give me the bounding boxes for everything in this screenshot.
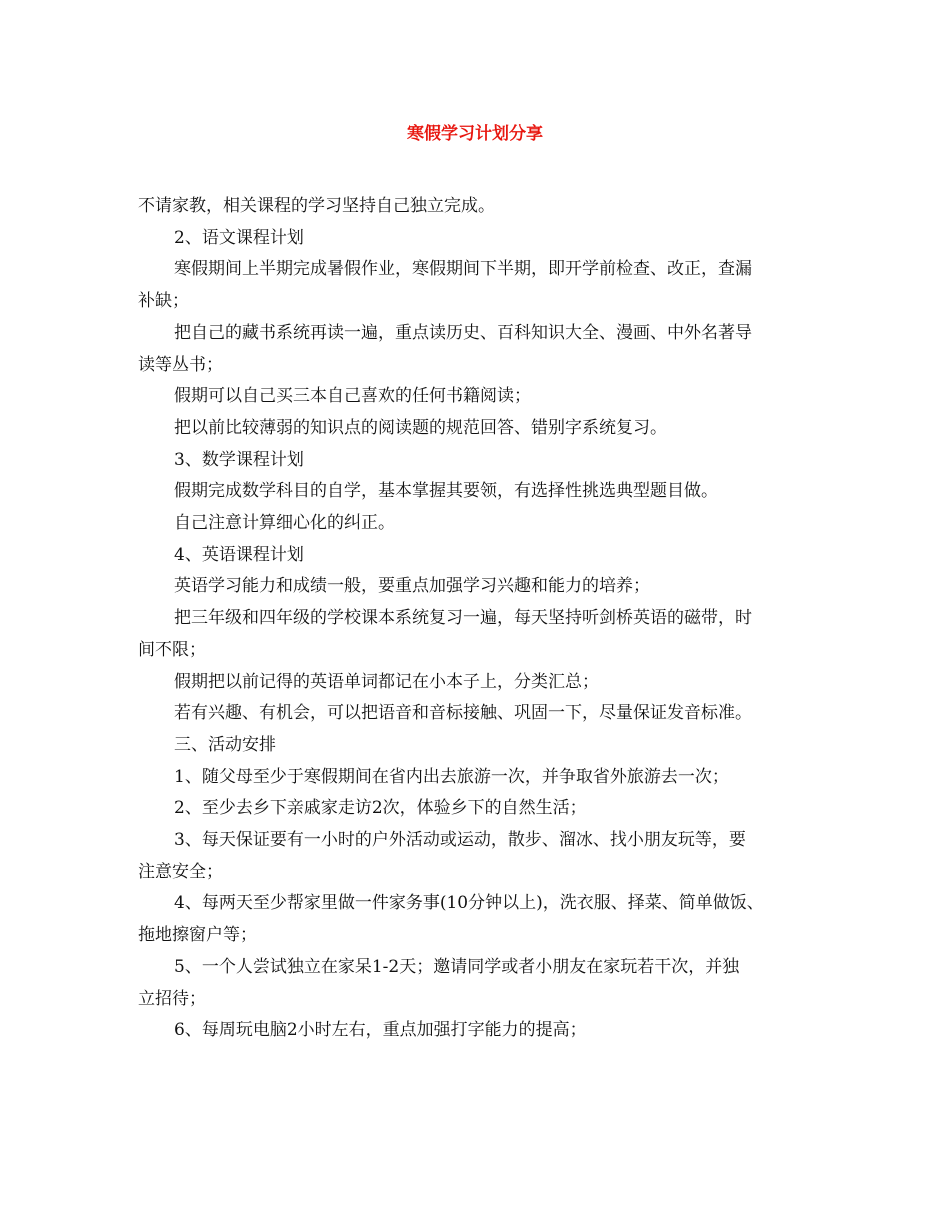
text-line: 把自己的藏书系统再读一遍，重点读历史、百科知识大全、漫画、中外名著导 bbox=[174, 322, 752, 343]
section-heading: 4、英语课程计划 bbox=[174, 544, 304, 565]
text-line: 5、一个人尝试独立在家呆1-2天；邀请同学或者小朋友在家玩若干次，并独 bbox=[174, 956, 740, 977]
text-line: 3、每天保证要有一小时的户外活动或运动，散步、溜冰、找小朋友玩等，要 bbox=[174, 830, 746, 851]
text-line: 假期把以前记得的英语单词都记在小本子上，分类汇总； bbox=[174, 671, 599, 692]
text-line: 注意安全； bbox=[138, 861, 223, 882]
section-heading: 3、数学课程计划 bbox=[174, 449, 304, 470]
text-line: 补缺； bbox=[138, 291, 189, 312]
text-line: 自己注意计算细心化的纠正。 bbox=[174, 513, 395, 534]
text-line: 不请家教，相关课程的学习坚持自己独立完成。 bbox=[138, 196, 495, 216]
text-line: 若有兴趣、有机会，可以把语音和音标接触、巩固一下，尽量保证发音标准。 bbox=[174, 703, 752, 724]
text-line: 6、每周玩电脑2小时左右，重点加强打字能力的提高； bbox=[174, 1020, 587, 1041]
text-line: 英语学习能力和成绩一般，要重点加强学习兴趣和能力的培养； bbox=[174, 576, 650, 597]
text-line: 寒假期间上半期完成暑假作业，寒假期间下半期，即开学前检查、改正，查漏 bbox=[174, 259, 752, 280]
section-heading: 三、活动安排 bbox=[174, 734, 276, 755]
document-body bbox=[138, 191, 818, 1047]
text-line: 2、至少去乡下亲戚家走访2次，体验乡下的自然生活； bbox=[174, 798, 587, 819]
text-line: 假期完成数学科目的自学，基本掌握其要领，有选择性挑选典型题目做。 bbox=[174, 481, 718, 502]
text-line: 4、每两天至少帮家里做一件家务事(10分钟以上)，洗衣服、择菜、简单做饭、 bbox=[174, 893, 764, 914]
text-line: 间不限； bbox=[138, 639, 206, 660]
document-title: 寒假学习计划分享 bbox=[407, 124, 543, 144]
text-line: 把三年级和四年级的学校课本系统复习一遍，每天坚持听剑桥英语的磁带，时 bbox=[174, 608, 752, 629]
text-line: 假期可以自己买三本自己喜欢的任何书籍阅读； bbox=[174, 386, 531, 407]
section-heading: 2、语文课程计划 bbox=[174, 227, 304, 248]
text-line: 把以前比较薄弱的知识点的阅读题的规范回答、错别字系统复习。 bbox=[174, 417, 667, 438]
text-line: 读等丛书； bbox=[138, 354, 223, 375]
text-line: 立招待； bbox=[138, 988, 206, 1009]
text-line: 1、随父母至少于寒假期间在省内出去旅游一次，并争取省外旅游去一次； bbox=[174, 766, 729, 787]
text-line: 拖地擦窗户等； bbox=[138, 925, 257, 946]
